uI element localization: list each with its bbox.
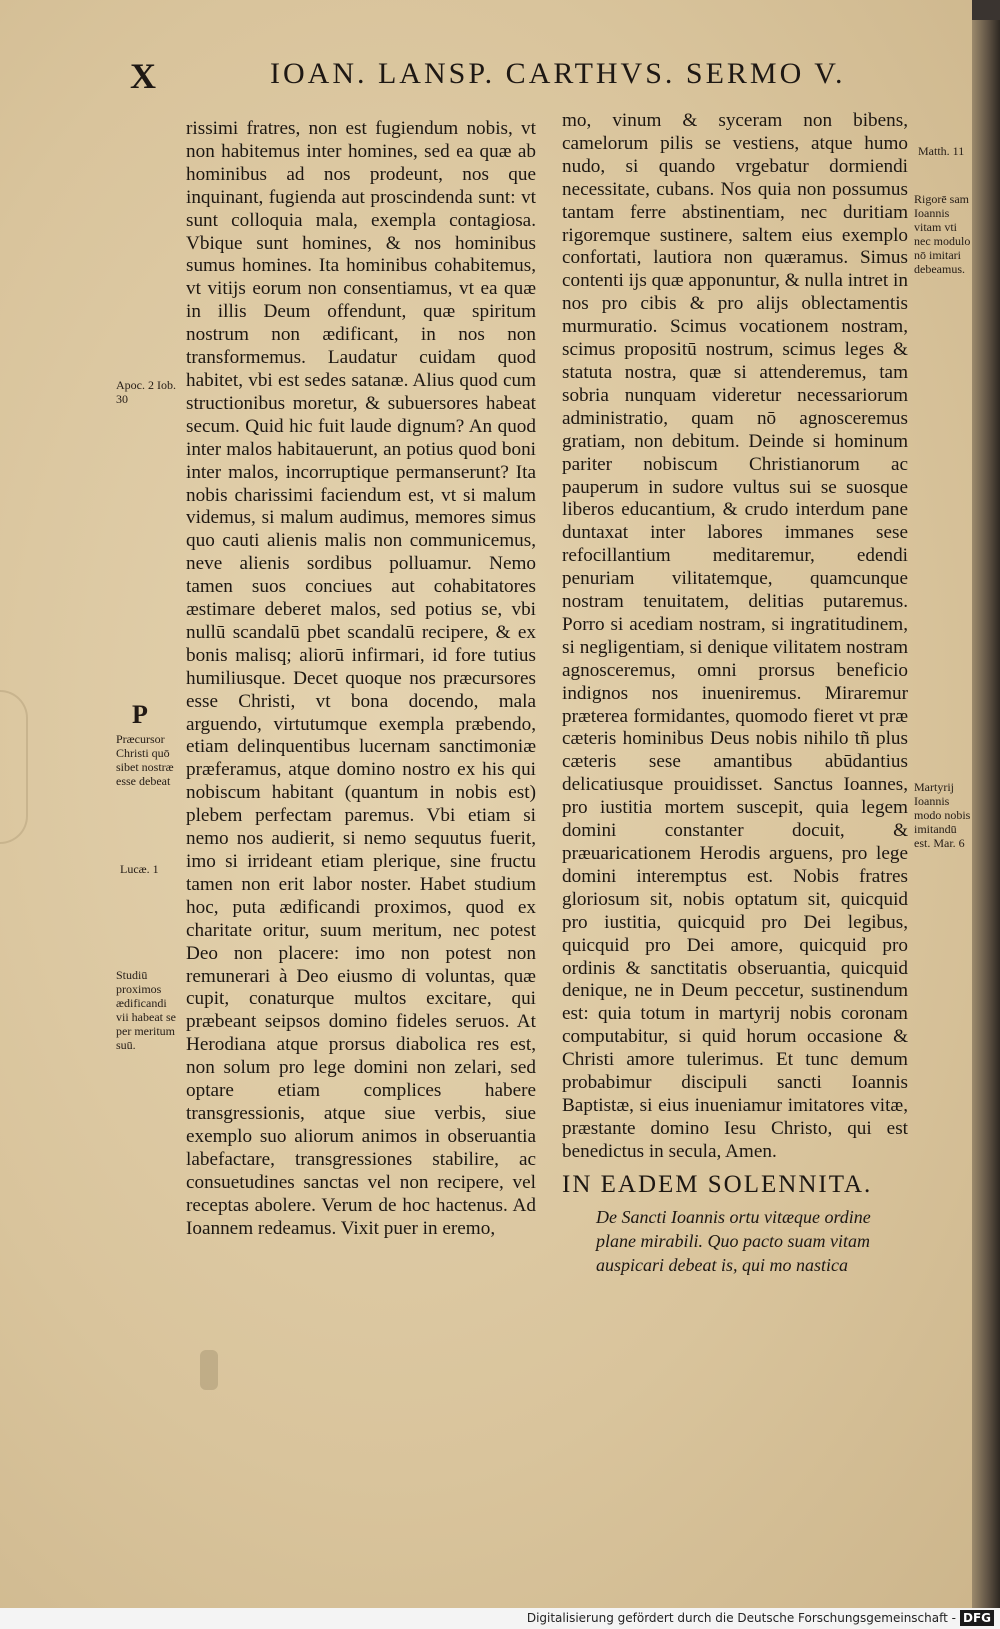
footer-text: Digitalisierung gefördert durch die Deutsche Forschungsgemeinschaft - (526, 1611, 956, 1625)
margin-note-right-2: Rigorē sam Ioannis vitam vti nec modulo nō imitari debeamus. (914, 192, 971, 276)
column-text: rissimi fratres, non est fugiendum nobis, vt non habitemus inter homines, sed ea quæ ab hominibus ad nos prodeunt, nos que inquinant, fugienda aut proscindenda sunt: vt sunt colloquia mala, exempla contagiosa. Vbique sunt homines, & nos hominibus sumus homines. Ita hominibus cohabitemus, vt vitijs eorum non consentiamus, vt ea quæ in illis Deum offendunt, quæ spiritum nostrum non ædificant, in nos non transformemus. Laudatur cuidam quod habitet, vbi est sedes satanæ. Alius quod cum structionibus moretur, & subuersores habeat secum. Quid hic fuit laude dignum? An quod inter malos habitauerunt, an potius quod boni inter malos, incorruptique permanserunt? Ita nobis charissimi faciendum est, vt si malum videmus, si malum audimus, memores simus quo cauti alienis malis non communicemus, neve alienis sordibus polluamur. Nemo tamen suos conciues aut cohabitatores æstimare deberet malos, sed potius se, vbi nullū scandalū pbet scandalū recipere, & ex bonis malisq; aliorū infirmari, id fore tutius humiliusque. Decet quoque nos præcursores esse Christi, vt bona docendo, mala arguendo, virtutumque exempla præbendo, etiam delinquentibus lucernam sanctimoniæ præferamus, atque domino nostro ex his qui nobiscum habitant (quantum in nobis est) plebem perfectam paremus. Vbi etiam si nemo nos audierit, si nemo sequutus fuerit, imo si irrideant etiam plerique, sine fructu tamen non erit labor noster. Habet studium hoc, puta ædificandi proximos, quod ex charitate oritur, suum meritum, nec potest Deo non placere: imo non potest non remunerari à Deo eiusmo di voluntas, quæ cupit, conaturque multos excitare, qui præbeant seipsos domino fideles seruos. At Herodiana atque prorsus diabolica res est, non solum pro lege domini non zelari, sed optare etiam complices habere transgressionis, atque siue verbis, siue exemplo suo aliorum animos in obseruantia labefactare, transgressiones stabilire, ac consuetudines sanctas vel non recipere, vel receptas abolere. Verum de hoc hactenus. Ad Ioannem redeamus. Vixit puer in eremo, (186, 118, 536, 1239)
section-subtitle: De Sancti Ioannis ortu vitæque ordine plane mirabili. Quo pacto suam vitam auspicari debeat is, qui mo nastica (596, 1206, 871, 1275)
dfg-logo: DFG (960, 1610, 994, 1626)
ink-stain (200, 1350, 218, 1390)
column-text: mo, vinum & syceram non bibens, camelorum pilis se vestiens, atque humo nudo, si quando vrgebatur dormiendi necessitate, cubans. Nos quia non possumus tantam ferre abstinentiam, nec duritiam rigoremque sustinere, saltem eius exemplo confortati, lautiora non quæramus. Simus contenti ijs quæ apponuntur, & nulla intret in nos pro cibis & pro alijs oblectamentis murmuratio. Scimus vocationem nostram, scimus propositū nostrum, scimus leges & statuta nostra, quæ si attenderemus, tam sobria nunquam videretur necessariorum administratio, quam nō agnosceremus gratiam, non debitum. Deinde si hominum pariter nobiscum Christianorum ac pauperum in sudore vultus sui se suosque liberos educantium, & crudo interdum pane duntaxat inter labores immanes sese refocillantium meditaremur, edendi penuriam vilitatemque, quamcunque nostram tenuitatem, delitias putaremus. Porro si acediam nostram, si ingratitudinem, si negligentiam, si denique vilitatem nostram agnosceremus, omni prorsus beneficio indignos nos inueniremus. Miraremur præterea formidantes, quomodo fieret vt præ cæteris hominibus Deus nobis nihilo tñ plus cæteris sese amantibus abūdantius delicatiusque prouidisset. Sanctus Ioannes, pro iustitia mortem suscepit, quia legem domini constanter docuit, & præuaricationem Herodis arguens, pro lege domini interemptus est. Nobis fratres gloriosum sit, nobis optatum sit, quicquid pro iustitia, quicquid pro Dei legibus, quicquid pro Dei amore, quicquid pro ordinis & sanctitatis obseruantia, quicquid denique, ne in Deum peccetur, sustinendum est: quia totum in martyrij nobis coronam computabitur, si quid horum occasione & Christi amore tulerimus. Et tunc demum probabimur discipuli sancti Ioannis Baptistæ, si eius inueniamur imitatores vitæ, præstante domino Iesu Christo, qui est benedictus in secula, Amen. (562, 110, 908, 1162)
binding-mark (0, 690, 28, 844)
margin-note-left-3: Lucæ. 1 (120, 862, 159, 876)
text-column-left (186, 118, 536, 1240)
text-column-right (562, 110, 908, 1277)
margin-note-left-4: Studiū proximos ædificandi vii habeat se per meritum suū. (116, 968, 176, 1052)
margin-note-left-1: Apoc. 2 Iob. 30 (116, 378, 176, 406)
margin-note-right-1: Matth. 11 (918, 144, 965, 158)
digitization-footer (0, 1608, 1000, 1629)
margin-note-left-2: Præcursor Christi quō sibet nostræ esse debeat (116, 732, 174, 788)
page-header (130, 55, 910, 105)
drop-initial: P (132, 700, 148, 729)
page-edge (972, 20, 1000, 1608)
margin-note-right-3: Martyrij Ioannis modo nobis imitandū est. Mar. 6 (914, 780, 971, 850)
section-heading: IN EADEM SOLENNITA. (562, 1170, 873, 1198)
running-title: IOAN. LANSP. CARTHVS. SERMO V. (270, 57, 846, 90)
folio-letter: X (130, 56, 156, 96)
